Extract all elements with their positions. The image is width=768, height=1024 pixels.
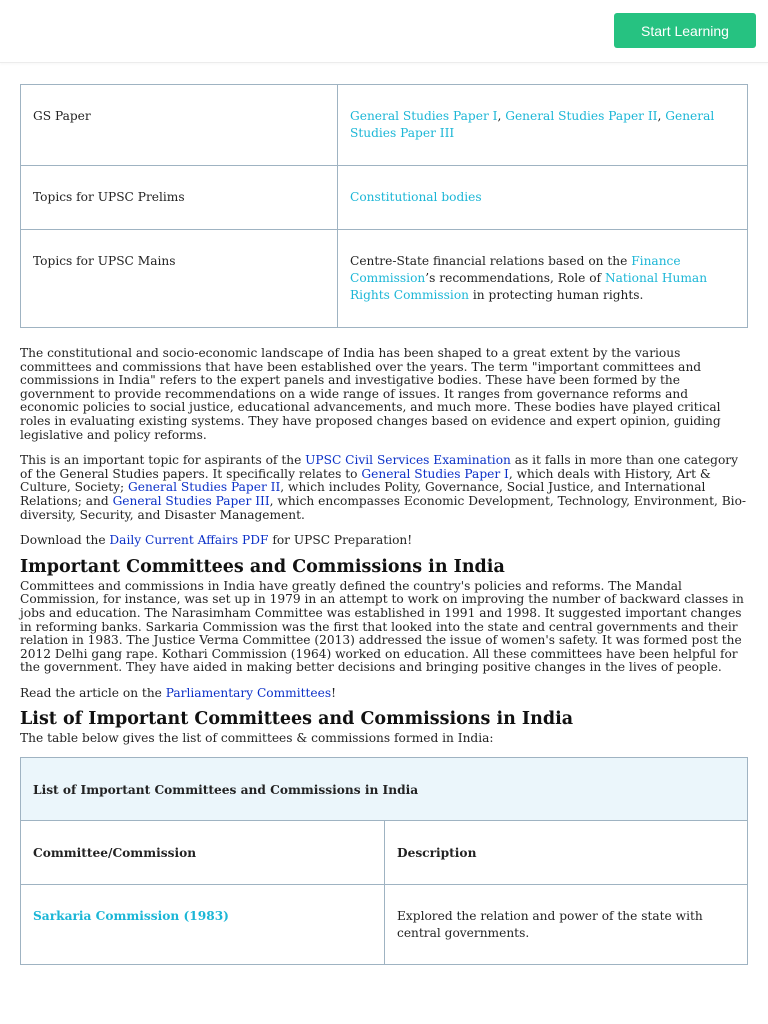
info-row-gs-paper — [21, 85, 748, 166]
committee-name-cell — [21, 885, 385, 965]
link-gs-paper-1[interactable]: General Studies Paper I — [350, 109, 498, 123]
info-label-gs-paper: GS Paper — [21, 85, 338, 166]
info-row-mains — [21, 230, 748, 328]
column-header-description: Description — [385, 821, 748, 885]
info-value-mains: Centre-State financial relations based on the Finance Commission’s recommendations, Role of National Human Rights Commission in protecting human rights. — [338, 230, 748, 328]
committees-table — [20, 757, 748, 965]
link-nhrc[interactable]: National Human Rights Commission — [350, 271, 708, 302]
info-table — [20, 84, 748, 328]
top-bar — [0, 0, 768, 63]
start-learning-button[interactable]: Start Learning — [614, 13, 756, 48]
link-parliamentary-committees[interactable]: Parliamentary Committees — [165, 685, 332, 700]
info-label-prelims: Topics for UPSC Prelims — [21, 166, 338, 230]
table-row — [21, 885, 748, 965]
table-intro: The table below gives the list of committees & commissions formed in India: — [20, 731, 494, 746]
link-upsc-cse[interactable]: UPSC Civil Services Examination — [305, 453, 511, 468]
read-article-paragraph: Read the article on the Parliamentary Committees! — [20, 685, 336, 700]
committee-description-cell: Explored the relation and power of the state with central governments. — [385, 885, 748, 965]
info-value-prelims — [338, 166, 748, 230]
info-value-gs-paper: General Studies Paper I, General Studies Paper II, General Studies Paper III — [338, 85, 748, 166]
link-sarkaria-commission[interactable]: Sarkaria Commission (1983) — [33, 909, 229, 924]
link-gs-paper-2-body[interactable]: General Studies Paper II — [128, 480, 281, 495]
link-gs-paper-3[interactable]: General Studies Paper III — [350, 109, 715, 140]
committees-table-title-row — [21, 758, 748, 821]
committees-table-title: List of Important Committees and Commissions in India — [21, 758, 748, 821]
info-label-mains: Topics for UPSC Mains — [21, 230, 338, 328]
committees-paragraph: Committees and commissions in India have greatly defined the country's policies and reforms. The Mandal Commission, for instance, was set up in 1979 in an attempt to work on improving the number of backward classes in jobs and education. The Narasimham Committee was established in 1991 and 1998. It suggested important changes in reforming banks. Sarkaria Commission was the first that looked into the state and central governments and their relation in 1983. The Justice Verma Committee (2013) addressed the issue of women's safety. It was formed post the 2012 Delhi gang rape. Kothari Commission (1964) worked on education. All these committees have been helpful for the government. They have aided in making better decisions and bringing positive changes in the lives of people. — [20, 578, 744, 675]
link-gs-paper-3-body[interactable]: General Studies Paper III — [112, 493, 270, 508]
link-gs-paper-1-body[interactable]: General Studies Paper I — [361, 466, 509, 481]
heading-list-committees: List of Important Committees and Commissions in India — [20, 709, 574, 730]
committees-table-header-row — [21, 821, 748, 885]
link-daily-current-affairs-pdf[interactable]: Daily Current Affairs PDF — [109, 533, 269, 548]
link-finance-commission[interactable]: Finance Commission — [350, 254, 681, 285]
link-gs-paper-2[interactable]: General Studies Paper II — [505, 109, 658, 123]
link-constitutional-bodies[interactable]: Constitutional bodies — [350, 190, 482, 204]
column-header-committee: Committee/Commission — [21, 821, 385, 885]
intro-paragraph: The constitutional and socio-economic landscape of India has been shaped to a great extent by the various committees and commissions that have been established over the years. The term "important committees and commissions in India" refers to the expert panels and investigative bodies. These have been formed by the government to provide recommendations on a wide range of issues. It ranges from governance reforms and economic policies to social justice, educational advancements, and much more. These bodies have played critical roles in evaluating existing systems. They have proposed changes based on evidence and expert opinion, guiding legislative and policy reforms. — [20, 346, 721, 442]
info-row-prelims — [21, 166, 748, 230]
heading-important-committees: Important Committees and Commissions in India — [20, 556, 505, 577]
relevance-paragraph: This is an important topic for aspirants of the UPSC Civil Services Examination as it falls in more than one category of the General Studies papers. It specifically relates to General Studies Paper I, which deals with History, Art & Culture, Society; General Studies Paper II, which includes Polity, Governance, Social Justice, and International Relations; and General Studies Paper III, which encompasses Economic Development, Technology, Environment, Bio-diversity, Security, and Disaster Management. — [20, 453, 747, 522]
download-paragraph: Download the Daily Current Affairs PDF for UPSC Preparation! — [20, 533, 413, 548]
article-content — [0, 84, 768, 965]
